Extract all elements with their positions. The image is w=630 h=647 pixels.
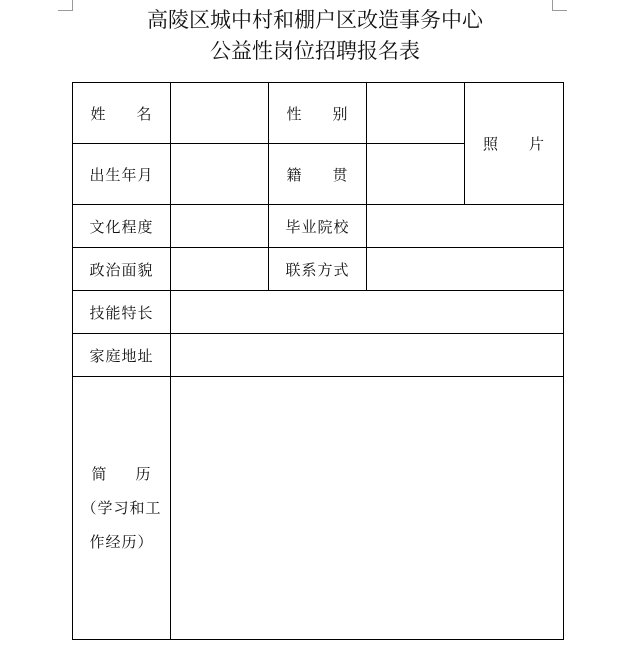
name-input-cell[interactable]: [171, 83, 269, 144]
resume-title: 简 历: [91, 465, 152, 483]
skills-label: 技能特长: [73, 291, 171, 334]
resume-note-line-1: （学习和工: [81, 499, 162, 517]
photo-cell[interactable]: 照 片: [465, 83, 564, 205]
gender-input-cell[interactable]: [367, 83, 465, 144]
school-input-cell[interactable]: [367, 205, 564, 248]
resume-input-cell[interactable]: [171, 377, 564, 640]
registration-form-table: [72, 82, 564, 640]
birth-label: 出生年月: [73, 144, 171, 205]
education-label: 文化程度: [73, 205, 171, 248]
name-label: 姓 名: [73, 83, 171, 144]
document-title-line-2: 公益性岗位招聘报名表: [210, 39, 420, 63]
native-place-label: 籍 贯: [269, 144, 367, 205]
contact-label: 联系方式: [269, 248, 367, 291]
education-input-cell[interactable]: [171, 205, 269, 248]
contact-input-cell[interactable]: [367, 248, 564, 291]
gender-label: 性 别: [269, 83, 367, 144]
document-title-line-1: 高陵区城中村和棚户区改造事务中心: [147, 8, 483, 32]
resume-label: [73, 377, 171, 640]
birth-input-cell[interactable]: [171, 144, 269, 205]
skills-input-cell[interactable]: [171, 291, 564, 334]
political-status-label: 政治面貌: [73, 248, 171, 291]
address-label: 家庭地址: [73, 334, 171, 377]
school-label: 毕业院校: [269, 205, 367, 248]
political-status-input-cell[interactable]: [171, 248, 269, 291]
resume-note-line-2: 作经历）: [89, 533, 154, 551]
native-place-input-cell[interactable]: [367, 144, 465, 205]
address-input-cell[interactable]: [171, 334, 564, 377]
